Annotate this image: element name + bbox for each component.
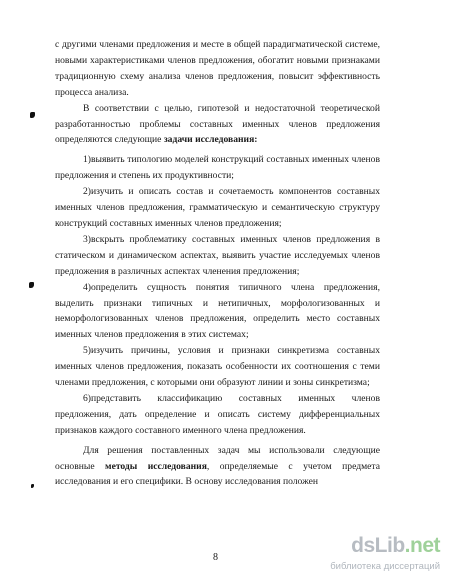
watermark-logo-suffix: .net (404, 534, 440, 557)
list-item: 3)вскрыть проблематику составных именных членов предложения в статическом и динамическом аспектах, выявить участие исследуемых членов предложения в различных аспектах членения предложения; (55, 233, 380, 277)
tasks-heading: задачи исследования: (163, 134, 258, 146)
list-item: 5)изучить причины, условия и признаки синкретизма составных именных членов предложения, показать особенности их соотношения с теми членами предложения, с которыми они образуют линии и зоны синкретизма; (55, 345, 380, 389)
list-item: 4)определить сущность понятия типичного члена предложения, выделить признаки типичных и нетипичных, морфологизованных и неморфологизованных членов предложения, определить место составных именных членов предложения в этих системах; (55, 281, 380, 341)
body-text (55, 37, 380, 490)
paragraph-text: Для решения поставленных задач мы использовали следующие основные (55, 444, 380, 472)
scan-mark (31, 484, 34, 488)
paragraph (55, 101, 380, 149)
watermark-logo (351, 534, 440, 558)
watermark-logo-main: dsLib (351, 534, 405, 557)
paragraph-text: В соответствии с целью, гипотезой и недостаточной теоретической разработанностью проблемы составных именных членов предложения определяются следующие (55, 102, 380, 146)
paragraph (55, 443, 380, 491)
watermark-subtitle: библиотека диссертаций (330, 561, 440, 572)
scan-mark (30, 112, 35, 118)
scan-mark (29, 282, 34, 288)
list-item: 6)представить классификацию составных именных членов предложения, дать определение и описать систему дифференциальных признаков каждого составного именного члена предложения. (55, 392, 380, 436)
paragraph: с другими членами предложения и месте в общей парадигматической системе, новыми характеристиками членов предложения, обогатит новыми признаками традиционную схему анализа членов предложения, повысит эффективность процесса анализа. (55, 39, 380, 98)
paragraph-text: , определяемые с учетом предмета исследования и его специфики. В основу исследования положен (55, 460, 380, 488)
watermark (310, 534, 440, 578)
list-item: 2)изучить и описать состав и сочетаемость компонентов составных именных членов предложения, грамматическую и семантическую структуру конструкций составных именных членов предложения; (55, 186, 380, 229)
list-item: 1)выявить типологию моделей конструкций составных именных членов предложения и степень их продуктивности; (55, 154, 380, 182)
page-number: 8 (213, 552, 218, 563)
methods-heading: методы исследования (105, 460, 207, 472)
